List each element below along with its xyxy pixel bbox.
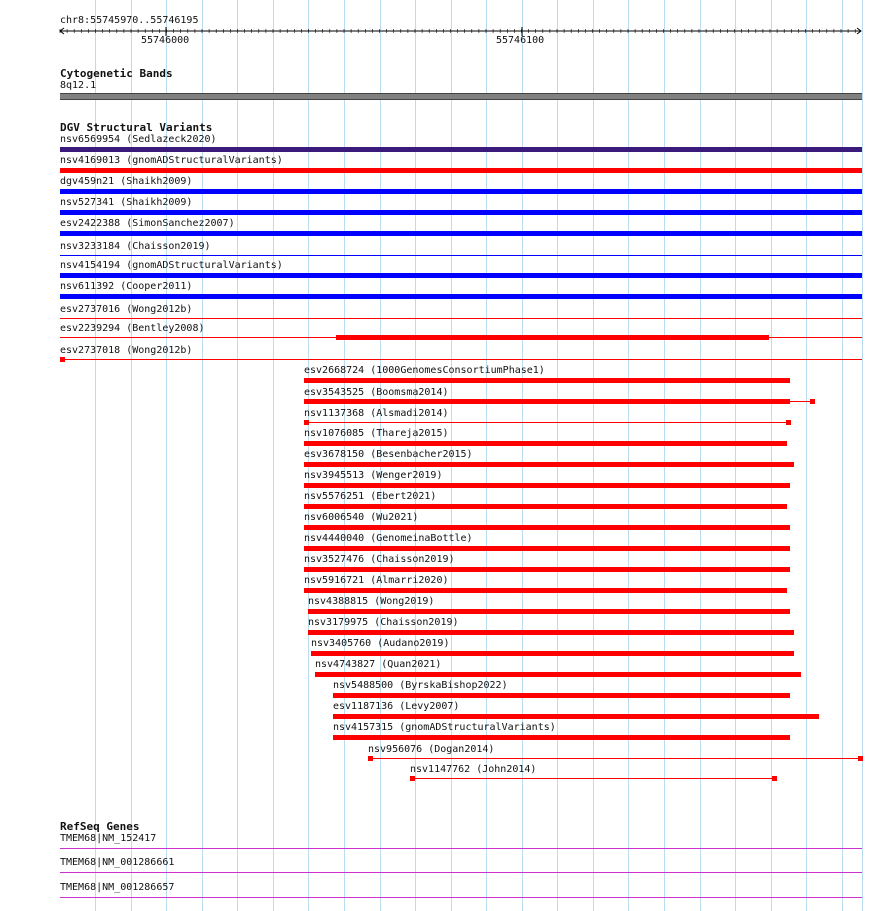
variant-bar-segment[interactable] <box>60 357 65 362</box>
variant-label[interactable]: esv2737016 (Wong2012b) <box>60 304 193 315</box>
variant-label[interactable]: nsv3527476 (Chaisson2019) <box>304 554 455 565</box>
gene-line[interactable] <box>60 897 862 898</box>
grid-line <box>842 0 843 911</box>
variant-label[interactable]: nsv4440040 (GenomeinaBottle) <box>304 533 473 544</box>
variant-bar-endcap <box>786 420 791 425</box>
gene-label[interactable]: TMEM68|NM_001286661 <box>60 857 175 868</box>
variant-bar-endcap <box>810 399 815 404</box>
variant-bar-segment[interactable] <box>336 335 769 340</box>
variant-label[interactable]: nsv6569954 (Sedlazeck2020) <box>60 134 217 145</box>
dgv-track-title: DGV Structural Variants <box>60 121 213 134</box>
variant-label[interactable]: esv1187136 (Levy2007) <box>333 701 460 712</box>
grid-line <box>806 0 807 911</box>
variant-label[interactable]: nsv4743827 (Quan2021) <box>315 659 442 670</box>
gene-line[interactable] <box>60 872 862 873</box>
variant-label[interactable]: nsv4154194 (gnomADStructuralVariants) <box>60 260 283 271</box>
variant-label[interactable]: nsv956076 (Dogan2014) <box>368 744 495 755</box>
variant-bar[interactable] <box>60 273 862 278</box>
variant-label[interactable]: nsv3179975 (Chaisson2019) <box>308 617 459 628</box>
grid-line <box>700 0 701 911</box>
variant-label[interactable]: esv2239294 (Bentley2008) <box>60 323 205 334</box>
variant-bar[interactable] <box>60 255 862 256</box>
variant-bar[interactable] <box>304 422 790 423</box>
variant-bar-endcap <box>304 399 309 404</box>
cytoband-name: 8q12.1 <box>60 80 97 91</box>
grid-line <box>593 0 594 911</box>
variant-bar[interactable] <box>304 546 790 551</box>
variant-bar-endcap <box>304 420 309 425</box>
variant-label[interactable]: nsv6006540 (Wu2021) <box>304 512 419 523</box>
location-label: chr8:55745970..55746195 <box>60 15 199 26</box>
variant-bar[interactable] <box>410 778 776 779</box>
variant-label[interactable]: nsv4388815 (Wong2019) <box>308 596 435 607</box>
variant-bar[interactable] <box>308 630 794 635</box>
variant-bar[interactable] <box>315 672 801 677</box>
variant-bar[interactable] <box>60 168 862 173</box>
variant-bar[interactable] <box>60 147 862 152</box>
variant-label[interactable]: esv2737018 (Wong2012b) <box>60 345 193 356</box>
variant-bar[interactable] <box>304 462 794 467</box>
grid-line <box>664 0 665 911</box>
grid-line <box>273 0 274 911</box>
variant-bar[interactable] <box>60 231 862 236</box>
ruler-label-2: 55746100 <box>496 35 545 46</box>
variant-label[interactable]: nsv1137368 (Alsmadi2014) <box>304 408 449 419</box>
variant-label[interactable]: nsv1147762 (John2014) <box>410 764 537 775</box>
variant-label[interactable]: nsv1076085 (Thareja2015) <box>304 428 449 439</box>
variant-bar-segment[interactable] <box>304 399 790 404</box>
variant-label[interactable]: nsv3233184 (Chaisson2019) <box>60 241 211 252</box>
variant-bar[interactable] <box>333 693 790 698</box>
variant-bar[interactable] <box>304 441 787 446</box>
variant-bar-endcap <box>772 776 777 781</box>
variant-bar-endcap <box>858 756 863 761</box>
variant-bar[interactable] <box>311 651 794 656</box>
variant-label[interactable]: esv3678150 (Besenbacher2015) <box>304 449 473 460</box>
variant-label[interactable]: nsv5488500 (ByrskaBishop2022) <box>333 680 508 691</box>
variant-label[interactable]: esv2422388 (SimonSanchez2007) <box>60 218 235 229</box>
variant-bar[interactable] <box>60 294 862 299</box>
variant-bar[interactable] <box>333 714 819 719</box>
variant-bar[interactable] <box>60 189 862 194</box>
variant-bar-endcap <box>368 756 373 761</box>
cytoband-bar[interactable] <box>60 93 862 100</box>
variant-label[interactable]: nsv3405760 (Audano2019) <box>311 638 450 649</box>
refseq-track-title: RefSeq Genes <box>60 820 140 833</box>
variant-bar[interactable] <box>368 758 862 759</box>
variant-bar[interactable] <box>304 567 790 572</box>
variant-label[interactable]: nsv5916721 (Almarri2020) <box>304 575 449 586</box>
grid-line <box>862 0 863 911</box>
variant-bar[interactable] <box>60 359 862 360</box>
variant-label[interactable]: nsv4157315 (gnomADStructuralVariants) <box>333 722 556 733</box>
variant-bar[interactable] <box>304 378 790 383</box>
grid-line <box>237 0 238 911</box>
variant-bar[interactable] <box>333 735 790 740</box>
variant-bar[interactable] <box>304 588 787 593</box>
variant-label[interactable]: dgv459n21 (Shaikh2009) <box>60 176 193 187</box>
variant-label[interactable]: nsv4169013 (gnomADStructuralVariants) <box>60 155 283 166</box>
variant-bar[interactable] <box>304 525 790 530</box>
grid-line <box>771 0 772 911</box>
variant-label[interactable]: esv3543525 (Boomsma2014) <box>304 387 449 398</box>
variant-label[interactable]: esv2668724 (1000GenomesConsortiumPhase1) <box>304 365 545 376</box>
variant-bar[interactable] <box>308 609 790 614</box>
variant-bar-endcap <box>410 776 415 781</box>
variant-label[interactable]: nsv3945513 (Wenger2019) <box>304 470 443 481</box>
variant-bar[interactable] <box>60 210 862 215</box>
grid-line <box>735 0 736 911</box>
variant-label[interactable]: nsv611392 (Cooper2011) <box>60 281 193 292</box>
variant-label[interactable]: nsv527341 (Shaikh2009) <box>60 197 193 208</box>
grid-line <box>628 0 629 911</box>
ruler-label-1: 55746000 <box>141 35 190 46</box>
variant-bar[interactable] <box>60 318 862 319</box>
gene-line[interactable] <box>60 848 862 849</box>
coordinate-ruler[interactable] <box>0 0 890 50</box>
gene-label[interactable]: TMEM68|NM_152417 <box>60 833 157 844</box>
variant-label[interactable]: nsv5576251 (Ebert2021) <box>304 491 437 502</box>
grid-line <box>557 0 558 911</box>
gene-label[interactable]: TMEM68|NM_001286657 <box>60 882 175 893</box>
cytoband-track-title: Cytogenetic Bands <box>60 67 173 80</box>
variant-bar[interactable] <box>304 483 790 488</box>
variant-bar[interactable] <box>304 504 787 509</box>
